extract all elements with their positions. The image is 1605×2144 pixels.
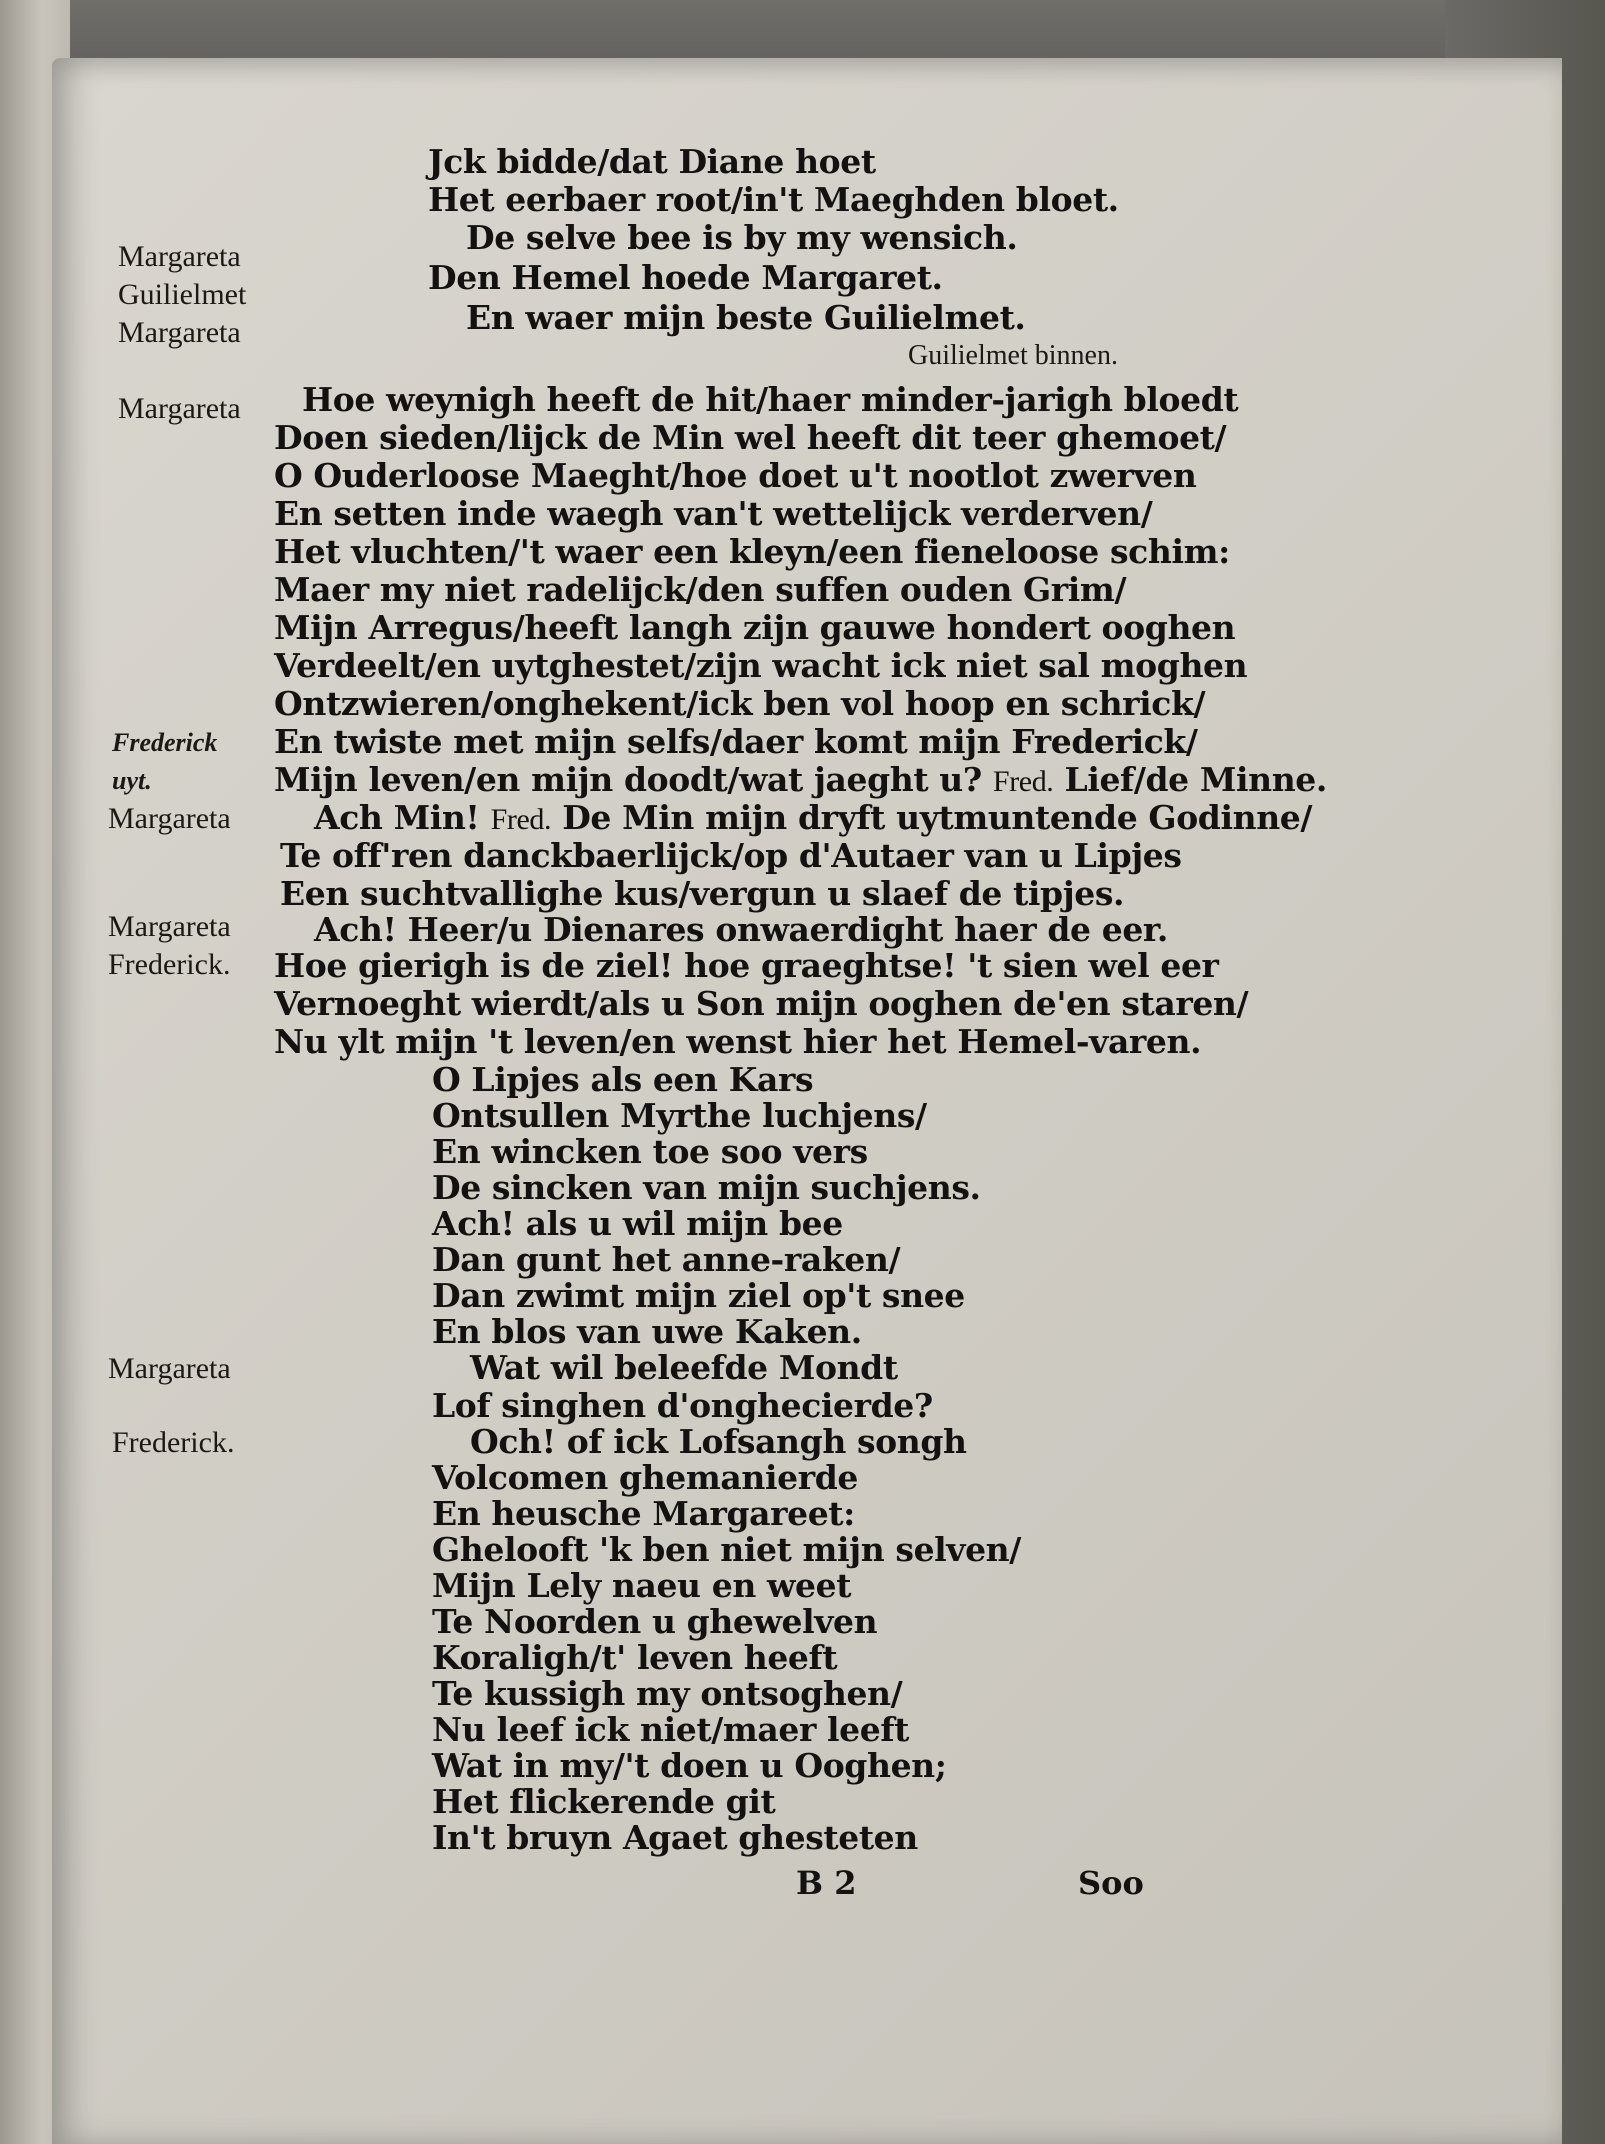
verse-line: Volcomen ghemanierde (432, 1458, 858, 1497)
verse-line: Hoe weynigh heeft de hit/haer minder-jarigh bloedt (302, 380, 1239, 419)
signature-mark: B 2 (796, 1864, 857, 1902)
verse-line: Koraligh/t' leven heeft (432, 1638, 838, 1677)
verse-line: Te Noorden u ghewelven (432, 1602, 878, 1641)
verse-line: Dan zwimt mijn ziel op't snee (432, 1276, 965, 1315)
verse-line: In't bruyn Agaet ghesteten (432, 1818, 918, 1857)
verse-line: Mijn Arregus/heeft langh zijn gauwe hondert ooghen (274, 608, 1236, 647)
verse-line: Nu ylt mijn 't leven/en wenst hier het Hemel-varen. (274, 1022, 1202, 1061)
verse-line: Ontsullen Myrthe luchjens/ (432, 1096, 927, 1135)
show-through-text (1232, 288, 1432, 298)
verse-line: Maer my niet radelijck/den suffen ouden Grim/ (274, 570, 1127, 609)
speaker-name: Guilielmet (118, 278, 247, 311)
speaker-name: Margareta (108, 1352, 231, 1385)
verse-line: O Ouderloose Maeght/hoe doet u't nootlot zwerven (274, 456, 1197, 495)
verse-line: Verdeelt/en uytghestet/zijn wacht ick niet sal moghen (274, 646, 1248, 685)
verse-line: Het flickerende git (432, 1782, 776, 1821)
speaker-name: Frederick. (108, 948, 231, 981)
inline-speaker: Fred. (490, 803, 552, 836)
verse-line: Het eerbaer root/in't Maeghden bloet. (428, 180, 1119, 219)
verse-line: Doen sieden/lijck de Min wel heeft dit teer ghemoet/ (274, 418, 1227, 457)
verse-line: En wincken toe soo vers (432, 1132, 868, 1171)
inline-speaker: Fred. (992, 765, 1054, 798)
verse-text: Ach Min! (314, 798, 480, 837)
verse-text: De Min mijn dryft uytmuntende Godinne/ (562, 798, 1313, 837)
verse-line: Een suchtvallighe kus/vergun u slaef de tipjes. (280, 874, 1125, 913)
verse-text: Mijn leven/en mijn doodt/wat jaeght u? (274, 760, 982, 799)
verse-line: En setten inde waegh van't wettelijck verderven/ (274, 494, 1153, 533)
book-page (52, 58, 1562, 2144)
verse-line: De selve bee is by my wensich. (466, 218, 1018, 257)
verse-line: Ontzwieren/onghekent/ick ben vol hoop en schrick/ (274, 684, 1206, 723)
verse-line: En blos van uwe Kaken. (432, 1312, 862, 1351)
verse-line: Het vluchten/'t waer een kleyn/een fieneloose schim: (274, 532, 1230, 571)
verse-line (314, 798, 1312, 837)
verse-line: Hoe gierigh is de ziel! hoe graeghtse! 't sien wel eer (274, 946, 1219, 985)
stage-direction: Guilielmet binnen. (908, 340, 1118, 371)
verse-line: Wat wil beleefde Mondt (470, 1348, 898, 1387)
verse-line: Mijn Lely naeu en weet (432, 1566, 852, 1605)
speaker-name: Frederick. (112, 1426, 235, 1459)
verse-line: Te off'ren danckbaerlijck/op d'Autaer van u Lipjes (280, 836, 1182, 875)
verse-line: En heusche Margareet: (432, 1494, 855, 1533)
verse-text: Lief/de Minne. (1064, 760, 1327, 799)
verse-line: Vernoeght wierdt/als u Son mijn ooghen de'en staren/ (274, 984, 1249, 1023)
verse-line: Ghelooft 'k ben niet mijn selven/ (432, 1530, 1021, 1569)
verse-line: En twiste met mijn selfs/daer komt mijn Frederick/ (274, 722, 1198, 761)
verse-line: Ach! Heer/u Dienares onwaerdight haer de eer. (314, 910, 1168, 949)
speaker-name: Margareta (118, 392, 241, 425)
verse-line: O Lipjes als een Kars (432, 1060, 814, 1099)
verse-line: Te kussigh my ontsoghen/ (432, 1674, 903, 1713)
speaker-name: Margareta (118, 240, 241, 273)
verse-line: Ach! als u wil mijn bee (432, 1204, 843, 1243)
verse-line: Dan gunt het anne-raken/ (432, 1240, 901, 1279)
speaker-name: Frederick (112, 728, 218, 757)
stage-direction-exit: uyt. (112, 766, 152, 795)
verse-line: Och! of ick Lofsangh songh (470, 1422, 967, 1461)
verse-line: De sincken van mijn suchjens. (432, 1168, 981, 1207)
verse-line: Jck bidde/dat Diane hoet (428, 142, 876, 181)
speaker-name: Margareta (118, 316, 241, 349)
speaker-name: Margareta (108, 802, 231, 835)
verse-line: Wat in my/'t doen u Ooghen; (432, 1746, 947, 1785)
verse-line: Lof singhen d'onghecierde? (432, 1386, 933, 1425)
verse-line: En waer mijn beste Guilielmet. (466, 298, 1026, 337)
verse-line: Den Hemel hoede Margaret. (428, 258, 943, 297)
verse-line: Nu leef ick niet/maer leeft (432, 1710, 909, 1749)
verse-line (274, 760, 1327, 799)
speaker-name: Margareta (108, 910, 231, 943)
catchword: Soo (1078, 1864, 1144, 1902)
